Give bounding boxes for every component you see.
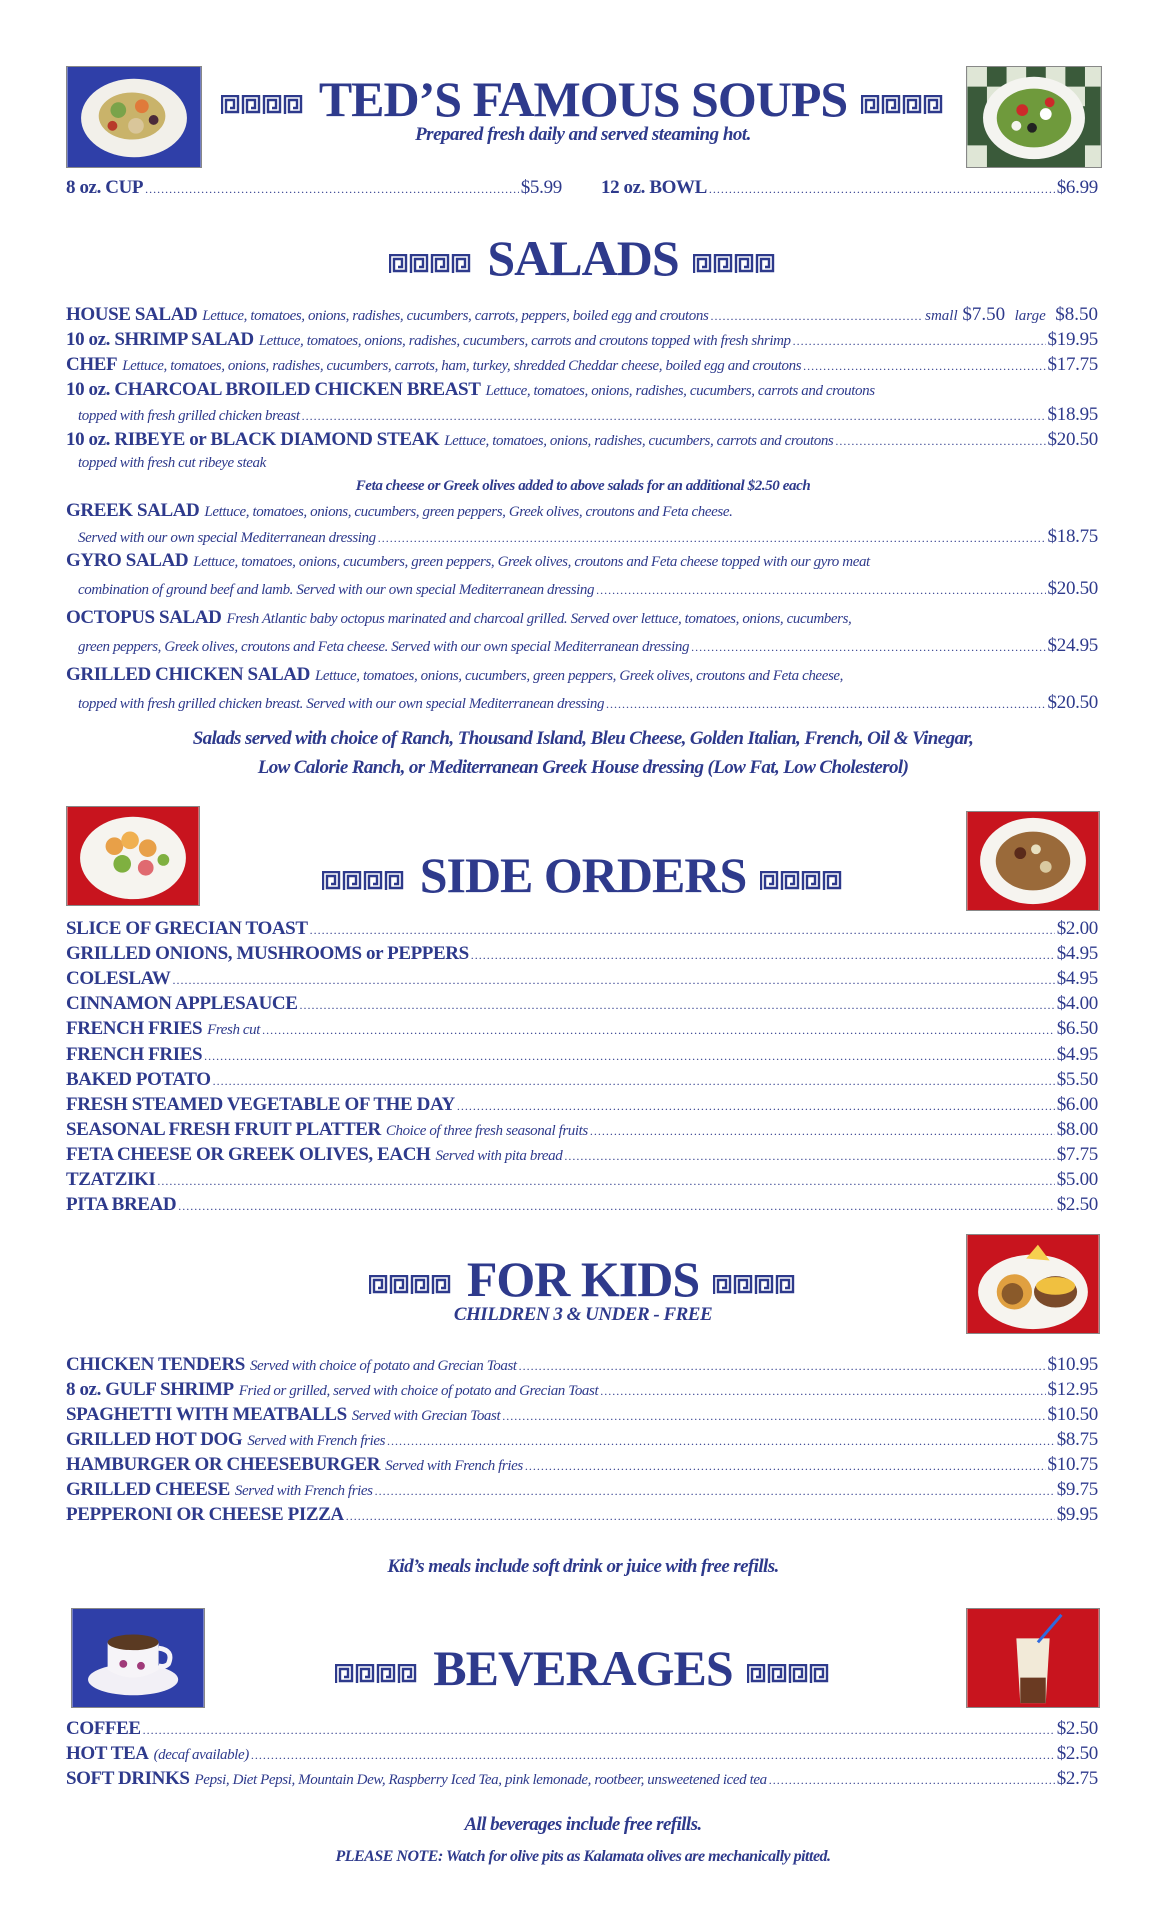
salad-grilled-chicken-desc2: topped with fresh grilled chicken breast. Served with our own special Mediterranean dressing (78, 696, 605, 712)
menu-item-row (66, 1044, 1098, 1068)
leader-dots (793, 334, 1046, 349)
salad-chicken-breast-row-2 (78, 404, 1098, 428)
dressing-note-2: Low Calorie Ranch, or Mediterranean Greek House dressing (Low Fat, Low Cholesterol) (257, 757, 909, 778)
salad-chicken-breast-row (66, 379, 1098, 403)
menu-item-row (66, 1354, 1098, 1378)
menu-item-row (66, 1094, 1098, 1118)
menu-item-row (66, 1454, 1098, 1478)
soups-subtitle: Prepared fresh daily and served steaming hot. (415, 124, 751, 145)
salad-gyro-row (66, 550, 1098, 574)
sides-title-text: SIDE ORDERS (419, 847, 747, 903)
leader-dots (457, 1099, 1055, 1114)
salad-greek-desc2: Served with our own special Mediterranean dressing (78, 530, 376, 546)
menu-item-row (66, 1768, 1098, 1792)
menu-item-price: $2.00 (1056, 918, 1098, 939)
leader-dots (346, 1509, 1055, 1524)
leader-dots (710, 309, 923, 324)
salad-steak-price: $20.50 (1047, 429, 1098, 450)
salad-gyro-name: GYRO SALAD (66, 550, 189, 571)
salad-gyro-price: $20.50 (1047, 578, 1098, 599)
salad-greek-name: GREEK SALAD (66, 500, 200, 521)
menu-item-row (66, 1429, 1098, 1453)
greek-key-icon (335, 1664, 419, 1684)
leader-dots (157, 1174, 1054, 1189)
menu-item-desc: Pepsi, Diet Pepsi, Mountain Dew, Raspberry Iced Tea, pink lemonade, rootbeer, unsweetened iced tea (194, 1772, 767, 1788)
menu-item-desc: Choice of three fresh seasonal fruits (385, 1122, 588, 1139)
salad-steak-desc: Lettuce, tomatoes, onions, radishes, cucumbers, carrots and croutons (444, 433, 834, 449)
small-price: $7.50 (962, 304, 1006, 325)
leader-dots (178, 1199, 1055, 1214)
menu-item-row (66, 918, 1098, 942)
menu-item-price: $4.95 (1056, 943, 1098, 965)
menu-item-name: HAMBURGER OR CHEESEBURGER (66, 1454, 381, 1475)
menu-item-price: $12.95 (1047, 1379, 1098, 1400)
menu-item-desc: Served with pita bread (435, 1147, 563, 1164)
salad-chicken-breast-price: $18.95 (1047, 404, 1098, 425)
leader-dots (387, 1434, 1055, 1449)
beverages-title-text: BEVERAGES (433, 1640, 733, 1696)
salad-steak-row (66, 429, 1098, 453)
menu-item-row (66, 1404, 1098, 1428)
salad-grilled-chicken-row (66, 664, 1098, 688)
salad-steak-desc2: topped with fresh cut ribeye steak (78, 455, 266, 471)
menu-item-name: FRENCH FRIES (66, 1043, 203, 1065)
salad-octopus-row-2 (78, 635, 1098, 659)
salad-chef-name: CHEF (66, 354, 118, 375)
menu-item-price: $10.95 (1047, 1354, 1098, 1375)
kids-subtitle: CHILDREN 3 & UNDER - FREE (453, 1304, 713, 1325)
feta-note: Feta cheese or Greek olives added to above salads for an additional $2.50 each (355, 478, 811, 494)
leader-dots (564, 1149, 1054, 1164)
small-label: small (925, 308, 958, 324)
dressing-note-1: Salads served with choice of Ranch, Thousand Island, Bleu Cheese, Golden Italian, French, Oil & Vinegar, (192, 728, 974, 749)
menu-item-price: $8.00 (1056, 1118, 1098, 1140)
menu-item-price: $10.75 (1047, 1454, 1098, 1475)
soups-title-text: TED’S FAMOUS SOUPS (318, 71, 848, 127)
salad-chef-price: $17.75 (1047, 354, 1098, 375)
menu-item-row (66, 1718, 1098, 1742)
menu-item-price: $5.00 (1056, 1169, 1098, 1190)
greek-key-icon (747, 1664, 831, 1684)
leader-dots (213, 1074, 1055, 1089)
menu-item-name: GRILLED CHEESE (66, 1479, 230, 1500)
salad-chef-row (66, 354, 1098, 378)
menu-item-name: PITA BREAD (66, 1194, 177, 1216)
leader-dots (590, 1124, 1055, 1139)
soup-bowl-name: 12 oz. BOWL (601, 177, 707, 198)
greek-key-icon (760, 871, 844, 891)
salad-octopus-desc2: green peppers, Greek olives, croutons and Feta cheese. Served with our own special Mediterranean dressing (78, 639, 690, 655)
greek-key-icon (861, 95, 945, 115)
menu-item-desc: Served with French fries (385, 1458, 523, 1474)
menu-item-desc: (decaf available) (153, 1747, 249, 1763)
salad-octopus-price: $24.95 (1047, 635, 1098, 656)
salad-grilled-chicken-price: $20.50 (1047, 692, 1098, 713)
menu-item-name: SLICE OF GRECIAN TOAST (66, 918, 308, 939)
menu-item-price: $2.50 (1056, 1743, 1098, 1764)
salad-octopus-name: OCTOPUS SALAD (66, 607, 222, 628)
menu-item-price: $9.75 (1056, 1479, 1098, 1500)
soup-bowl-price: $6.99 (1056, 177, 1098, 198)
salad-shrimp-row (66, 329, 1098, 353)
greek-key-icon (322, 871, 406, 891)
menu-item-row (66, 1169, 1098, 1193)
beverages-note: All beverages include free refills. (464, 1814, 702, 1835)
greek-key-icon (693, 254, 777, 274)
soup-cup-name: 8 oz. CUP (66, 177, 144, 198)
leader-dots (596, 583, 1045, 598)
leader-dots (300, 998, 1055, 1013)
menu-item-name: SOFT DRINKS (66, 1768, 190, 1789)
leader-dots (378, 531, 1046, 546)
leader-dots (600, 1384, 1045, 1399)
menu-item-price: $10.50 (1047, 1404, 1098, 1425)
salad-chicken-breast-desc: Lettuce, tomatoes, onions, radishes, cucumbers, carrots and croutons (485, 383, 875, 399)
menu-item-price: $9.95 (1056, 1504, 1098, 1525)
menu-item-name: CHICKEN TENDERS (66, 1354, 245, 1375)
leader-dots (471, 948, 1055, 963)
soup-cup-row (66, 177, 562, 201)
leader-dots (145, 182, 519, 197)
leader-dots (709, 182, 1055, 197)
salad-gyro-desc: Lettuce, tomatoes, onions, cucumbers, green peppers, Greek olives, croutons and Feta cheese topped with our gyro meat (193, 554, 870, 570)
menu-item-row (66, 1479, 1098, 1503)
leader-dots (143, 1723, 1055, 1738)
menu-item-name: FRENCH FRIES (66, 1018, 203, 1040)
soup-bowl-row (601, 177, 1098, 201)
greek-key-icon (221, 95, 305, 115)
salads-title (0, 230, 1166, 286)
salad-grilled-chicken-desc: Lettuce, tomatoes, onions, cucumbers, green peppers, Greek olives, croutons and Feta cheese, (314, 668, 843, 684)
leader-dots (251, 1748, 1055, 1763)
menu-item-name: PEPPERONI OR CHEESE PIZZA (66, 1504, 344, 1525)
menu-item-name: GRILLED HOT DOG (66, 1429, 243, 1450)
salad-greek-row-2 (78, 526, 1098, 550)
salad-house-sizes (925, 304, 1098, 326)
leader-dots (769, 1773, 1055, 1788)
salad-greek-row (66, 500, 1098, 524)
salad-grilled-chicken-row-2 (78, 692, 1098, 716)
salad-chicken-breast-desc2: topped with fresh grilled chicken breast (78, 408, 300, 424)
menu-item-row (66, 1018, 1098, 1042)
menu-item-row (66, 1743, 1098, 1767)
menu-item-name: BAKED POTATO (66, 1068, 211, 1090)
salad-octopus-row (66, 607, 1098, 631)
menu-item-row (66, 1194, 1098, 1218)
salad-greek-price: $18.75 (1047, 526, 1098, 547)
leader-dots (173, 973, 1055, 988)
menu-item-name: TZATZIKI (66, 1169, 156, 1190)
menu-item-price: $8.75 (1056, 1429, 1098, 1450)
menu-item-row (66, 1144, 1098, 1168)
menu-item-row (66, 993, 1098, 1017)
leader-dots (204, 1049, 1055, 1064)
salad-grilled-chicken-name: GRILLED CHICKEN SALAD (66, 664, 310, 685)
menu-item-name: CINNAMON APPLESAUCE (66, 993, 298, 1015)
leader-dots (691, 640, 1045, 655)
soups-title (0, 71, 1166, 127)
menu-item-price: $4.00 (1056, 993, 1098, 1015)
salad-octopus-desc: Fresh Atlantic baby octopus marinated and charcoal grilled. Served over lettuce, tomatoes, onions, cucumbers, (226, 611, 852, 627)
menu-item-name: FRESH STEAMED VEGETABLE OF THE DAY (66, 1093, 455, 1115)
menu-item-price: $6.00 (1056, 1093, 1098, 1115)
please-note: PLEASE NOTE: Watch for olive pits as Kalamata olives are mechanically pitted. (335, 1848, 831, 1865)
menu-item-desc: Fried or grilled, served with choice of potato and Grecian Toast (238, 1383, 599, 1399)
menu-item-name: COFFEE (66, 1718, 141, 1739)
menu-item-price: $2.50 (1056, 1194, 1098, 1216)
leader-dots (310, 923, 1055, 938)
menu-item-row (66, 1379, 1098, 1403)
menu-item-row (66, 1119, 1098, 1143)
menu-item-desc: Served with Grecian Toast (351, 1408, 501, 1424)
salad-greek-desc: Lettuce, tomatoes, onions, cucumbers, green peppers, Greek olives, croutons and Feta cheese. (204, 504, 733, 520)
menu-item-price: $6.50 (1056, 1018, 1098, 1040)
menu-item-price: $4.95 (1056, 1043, 1098, 1065)
salad-shrimp-price: $19.95 (1047, 329, 1098, 350)
large-price: $8.50 (1055, 304, 1098, 325)
large-label: large (1014, 308, 1046, 324)
salad-chef-desc: Lettuce, tomatoes, onions, radishes, cucumbers, carrots, ham, turkey, shredded Cheddar cheese, boiled egg and croutons (122, 358, 802, 374)
menu-item-name: 8 oz. GULF SHRIMP (66, 1379, 234, 1400)
menu-item-price: $2.50 (1056, 1718, 1098, 1739)
menu-item-name: COLESLAW (66, 968, 171, 990)
sides-title (0, 847, 1166, 903)
menu-item-desc: Fresh cut (207, 1022, 261, 1039)
salad-steak-name: 10 oz. RIBEYE or BLACK DIAMOND STEAK (66, 429, 440, 450)
salad-gyro-desc2: combination of ground beef and lamb. Served with our own special Mediterranean dressing (78, 582, 595, 598)
salad-shrimp-desc: Lettuce, tomatoes, onions, radishes, cucumbers, carrots and croutons topped with fresh shrimp (258, 333, 791, 349)
menu-item-price: $5.50 (1056, 1068, 1098, 1090)
leader-dots (302, 409, 1046, 424)
leader-dots (519, 1359, 1046, 1374)
leader-dots (525, 1459, 1046, 1474)
salads-title-text: SALADS (487, 230, 679, 286)
kids-title-text: FOR KIDS (466, 1251, 700, 1307)
menu-item-name: SEASONAL FRESH FRUIT PLATTER (66, 1118, 381, 1140)
menu-item-desc: Served with French fries (247, 1433, 386, 1449)
menu-item-price: $4.95 (1056, 968, 1098, 990)
menu-item-name: GRILLED ONIONS, MUSHROOMS or PEPPERS (66, 943, 469, 965)
greek-key-icon (369, 1275, 453, 1295)
salad-gyro-row-2 (78, 578, 1098, 602)
menu-item-price: $7.75 (1056, 1143, 1098, 1165)
menu-item-price: $2.75 (1056, 1768, 1098, 1789)
leader-dots (262, 1023, 1055, 1038)
kids-note: Kid’s meals include soft drink or juice with free refills. (387, 1556, 779, 1577)
menu-item-name: HOT TEA (66, 1743, 149, 1764)
leader-dots (502, 1409, 1045, 1424)
menu-item-desc: Served with French fries (234, 1483, 373, 1499)
salad-chicken-breast-name: 10 oz. CHARCOAL BROILED CHICKEN BREAST (66, 379, 481, 400)
leader-dots (375, 1484, 1055, 1499)
menu-item-desc: Served with choice of potato and Grecian Toast (249, 1358, 517, 1374)
kids-title (0, 1251, 1166, 1307)
greek-key-icon (713, 1275, 797, 1295)
greek-key-icon (389, 254, 473, 274)
menu-item-row (66, 968, 1098, 992)
salad-house-row (66, 304, 1098, 328)
leader-dots (835, 434, 1045, 449)
leader-dots (606, 697, 1046, 712)
menu-item-row (66, 943, 1098, 967)
menu-item-name: SPAGHETTI WITH MEATBALLS (66, 1404, 347, 1425)
beverages-title (0, 1640, 1166, 1696)
salad-shrimp-name: 10 oz. SHRIMP SALAD (66, 329, 254, 350)
menu-item-name: FETA CHEESE OR GREEK OLIVES, EACH (66, 1143, 431, 1165)
leader-dots (803, 359, 1045, 374)
salad-house-desc: Lettuce, tomatoes, onions, radishes, cucumbers, carrots, peppers, boiled egg and croutons (202, 308, 709, 324)
menu-item-row (66, 1069, 1098, 1093)
soup-cup-price: $5.99 (520, 177, 562, 198)
menu-item-row (66, 1504, 1098, 1528)
salad-house-name: HOUSE SALAD (66, 304, 198, 325)
